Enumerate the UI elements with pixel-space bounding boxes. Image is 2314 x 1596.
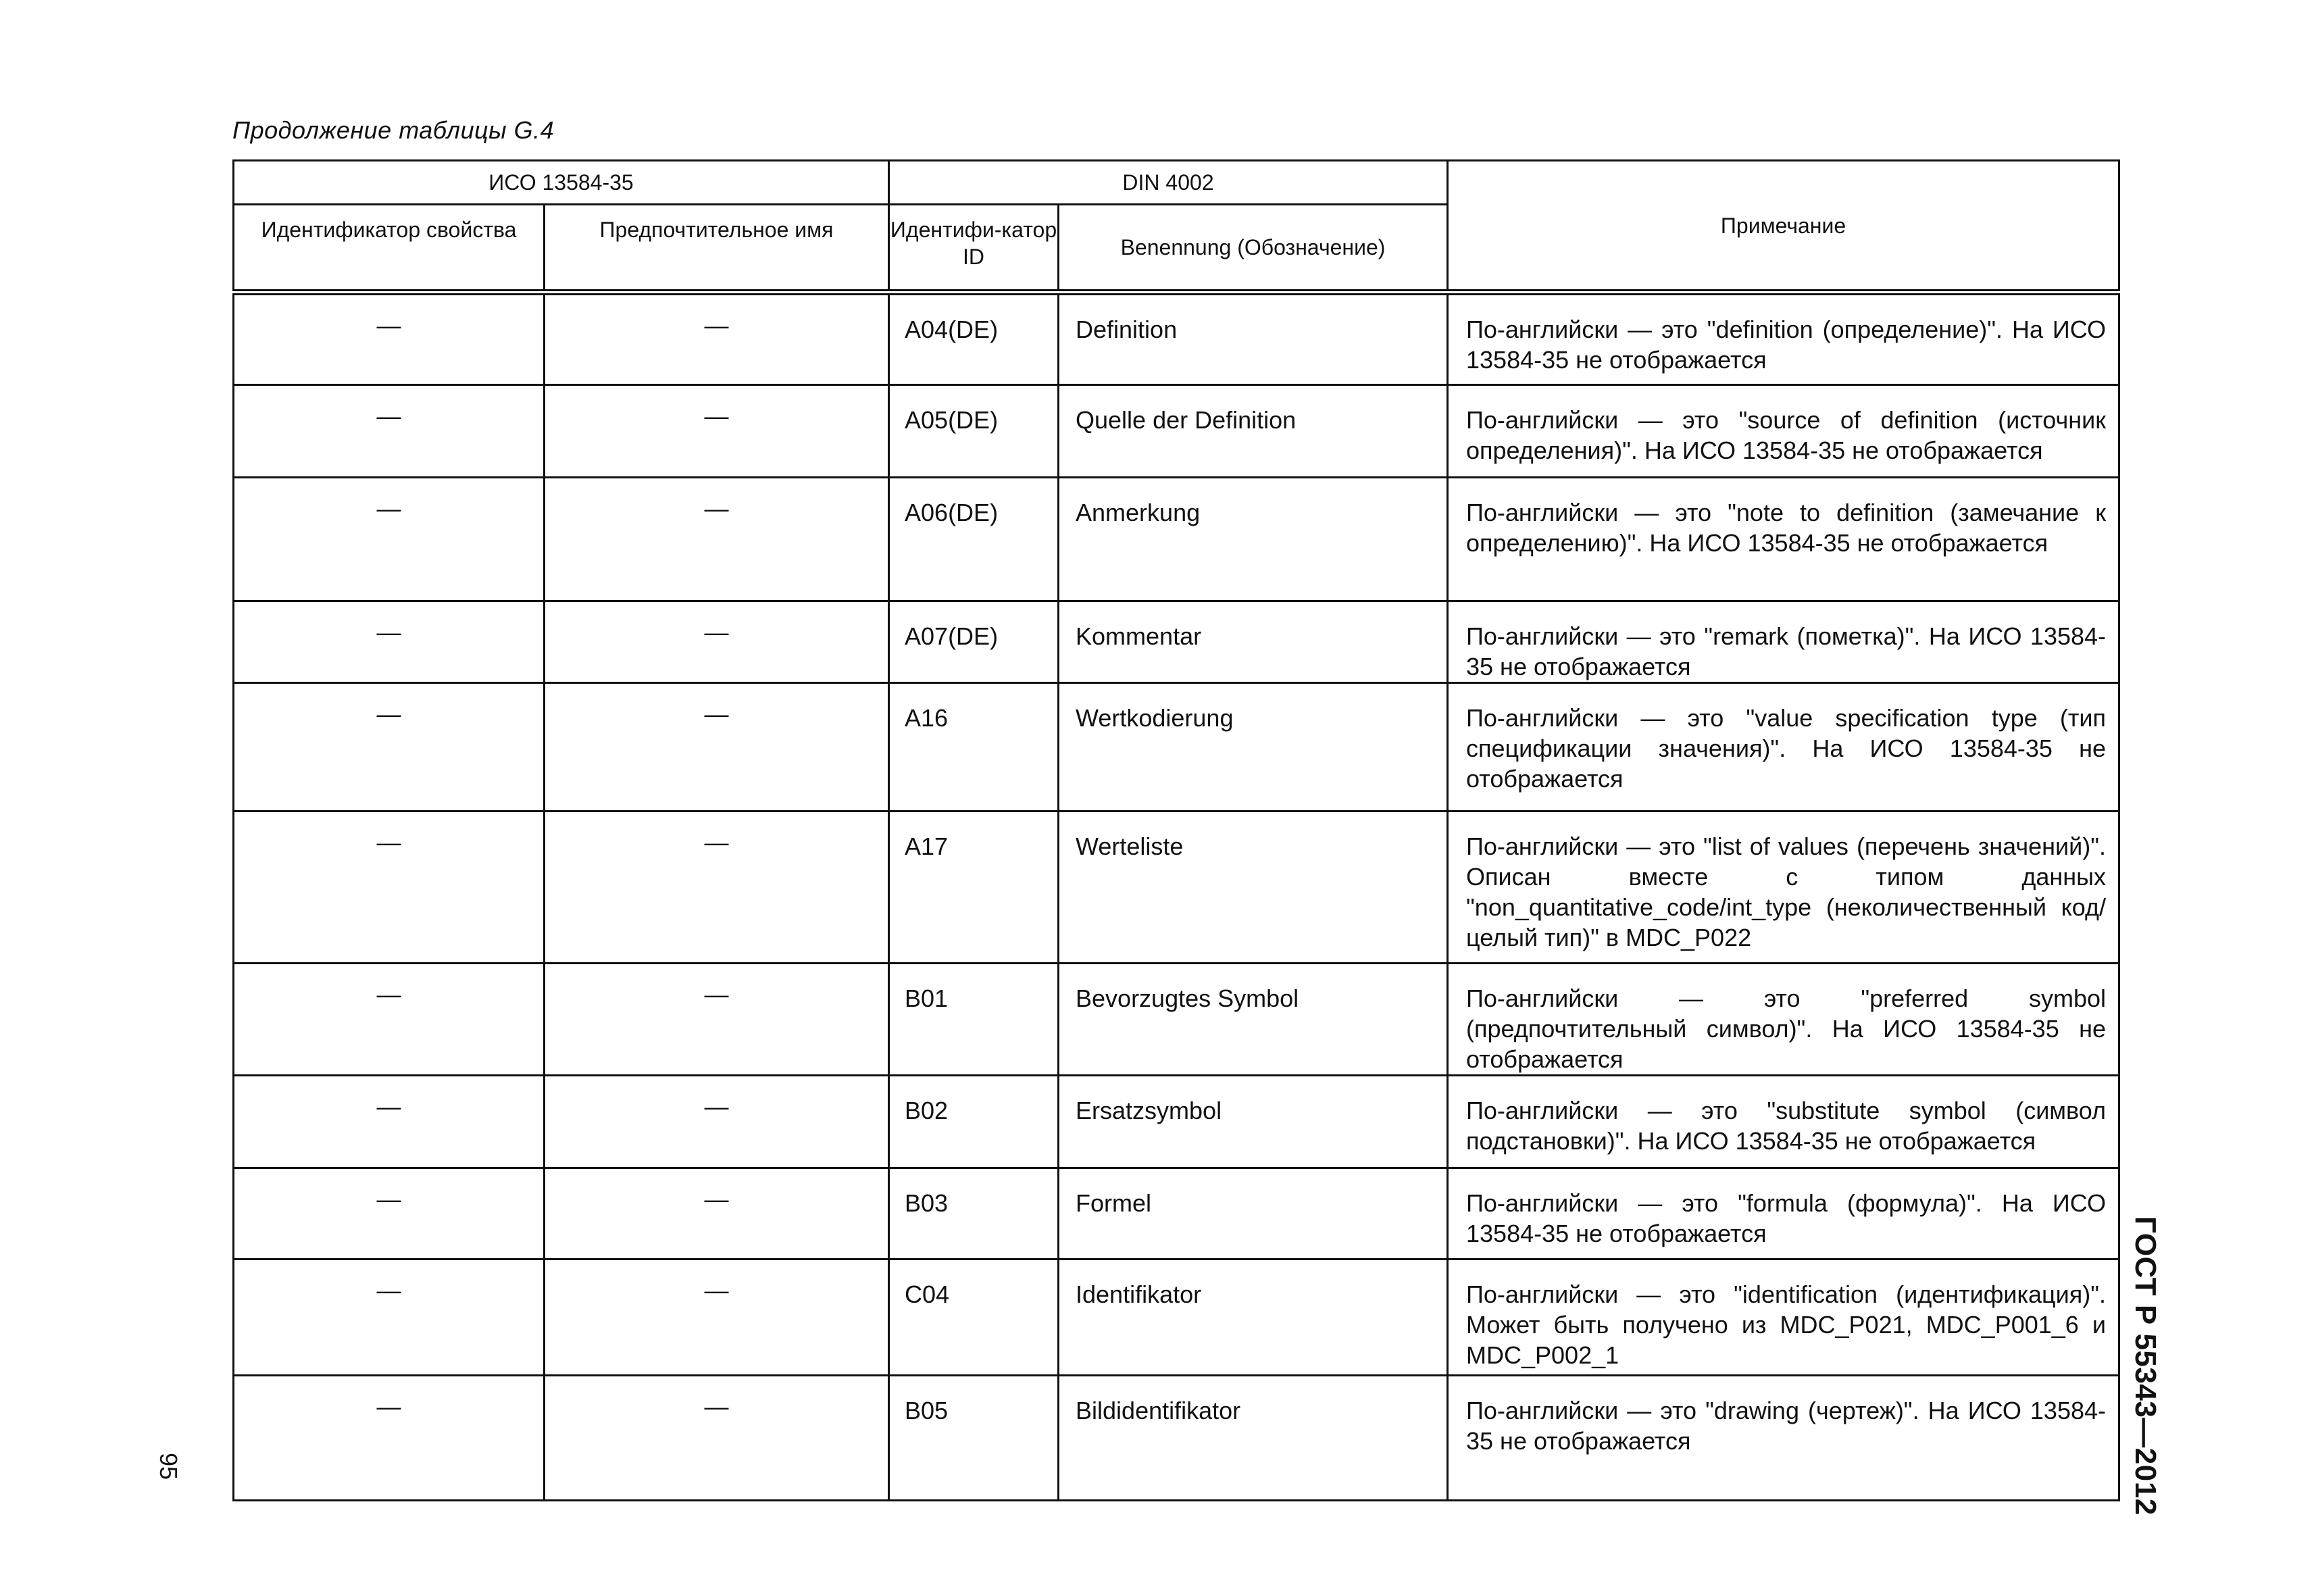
cell-din-id: B01	[889, 964, 1059, 1076]
cell-din-name: Bevorzugtes Symbol	[1059, 964, 1448, 1076]
header-note: Примечание	[1448, 161, 2119, 293]
table-row	[234, 812, 2119, 964]
cell-iso-name: —	[545, 1168, 889, 1260]
cell-iso-id: —	[234, 683, 545, 812]
cell-note: По-английски — это "source of definition (источник определения)". На ИСО 13584-35 не отображается	[1448, 385, 2119, 478]
header-iso-pref-name: Предпочтительное имя	[545, 205, 889, 293]
cell-iso-id: —	[234, 1376, 545, 1501]
table-row	[234, 293, 2119, 385]
cell-iso-name: —	[545, 293, 889, 385]
cell-din-name: Wertkodierung	[1059, 683, 1448, 812]
standard-designation	[2129, 1216, 2203, 1516]
cell-note: По-английски — это "drawing (чертеж)". На ИСО 13584-35 не отображается	[1448, 1376, 2119, 1501]
cell-iso-name: —	[545, 478, 889, 601]
header-din-group: DIN 4002	[889, 161, 1448, 205]
cell-din-name: Werteliste	[1059, 812, 1448, 964]
page-number-text: 95	[155, 1453, 182, 1480]
cell-iso-name: —	[545, 683, 889, 812]
table-row	[234, 1376, 2119, 1501]
cell-din-name: Bildidentifikator	[1059, 1376, 1448, 1501]
cell-note: По-английски — это "identification (идентификация)". Может быть получено из MDC_P021, MDC_P001_6 и MDC_P002_1	[1448, 1260, 2119, 1376]
page-number	[155, 1453, 223, 1507]
cell-iso-id: —	[234, 1168, 545, 1260]
cell-iso-name: —	[545, 812, 889, 964]
cell-iso-name: —	[545, 385, 889, 478]
cell-din-name: Quelle der Definition	[1059, 385, 1448, 478]
cell-din-name: Kommentar	[1059, 601, 1448, 683]
cell-din-name: Identifikator	[1059, 1260, 1448, 1376]
cell-din-id: B03	[889, 1168, 1059, 1260]
table-row	[234, 683, 2119, 812]
table-row	[234, 1260, 2119, 1376]
table-row	[234, 478, 2119, 601]
cell-iso-id: —	[234, 1076, 545, 1168]
cell-iso-id: —	[234, 293, 545, 385]
cell-din-name: Ersatzsymbol	[1059, 1076, 1448, 1168]
cell-note: По-английски — это "remark (пометка)". На ИСО 13584-35 не отображается	[1448, 601, 2119, 683]
table-row	[234, 385, 2119, 478]
cell-iso-id: —	[234, 601, 545, 683]
cell-note: По-английски — это "value specification type (тип спецификации значения)". На ИСО 13584-35 не отображается	[1448, 683, 2119, 812]
cell-iso-name: —	[545, 1260, 889, 1376]
cell-din-id: B02	[889, 1076, 1059, 1168]
cell-iso-id: —	[234, 478, 545, 601]
table-caption: Продолжение таблицы G.4	[232, 116, 555, 144]
cell-din-name: Anmerkung	[1059, 478, 1448, 601]
cell-din-id: B05	[889, 1376, 1059, 1501]
cell-note: По-английски — это "list of values (перечень значений)". Описан вместе с типом данных "non_quantitative_code/int_type (неколичественный код/целый тип)" в MDC_P022	[1448, 812, 2119, 964]
table-row	[234, 1168, 2119, 1260]
cell-din-id: A04(DE)	[889, 293, 1059, 385]
cell-note: По-английски — это "definition (определение)". На ИСО 13584-35 не отображается	[1448, 293, 2119, 385]
cell-iso-name: —	[545, 1376, 889, 1501]
data-table	[232, 159, 2120, 1501]
header-row-1	[234, 161, 2119, 205]
table-row	[234, 601, 2119, 683]
header-iso-prop-id: Идентификатор свойства	[234, 205, 545, 293]
cell-note: По-английски — это "formula (формула)". На ИСО 13584-35 не отображается	[1448, 1168, 2119, 1260]
header-din-id: Идентифи-катор ID	[889, 205, 1059, 293]
header-iso-group: ИСО 13584-35	[234, 161, 889, 205]
cell-din-id: A07(DE)	[889, 601, 1059, 683]
cell-din-id: A06(DE)	[889, 478, 1059, 601]
table-row	[234, 1076, 2119, 1168]
cell-din-id: A16	[889, 683, 1059, 812]
cell-iso-id: —	[234, 812, 545, 964]
cell-iso-name: —	[545, 1076, 889, 1168]
cell-iso-id: —	[234, 964, 545, 1076]
cell-note: По-английски — это "substitute symbol (символ подстановки)". На ИСО 13584-35 не отображается	[1448, 1076, 2119, 1168]
cell-din-name: Definition	[1059, 293, 1448, 385]
table-row	[234, 964, 2119, 1076]
cell-din-id: A17	[889, 812, 1059, 964]
cell-iso-id: —	[234, 385, 545, 478]
cell-din-id: A05(DE)	[889, 385, 1059, 478]
cell-iso-id: —	[234, 1260, 545, 1376]
cell-note: По-английски — это "note to definition (замечание к определению)". На ИСО 13584-35 не отображается	[1448, 478, 2119, 601]
standard-designation-text: ГОСТ Р 55343—2012	[2129, 1216, 2162, 1516]
cell-din-id: C04	[889, 1260, 1059, 1376]
header-din-name: Benennung (Обозначение)	[1059, 205, 1448, 293]
cell-din-name: Formel	[1059, 1168, 1448, 1260]
cell-iso-name: —	[545, 601, 889, 683]
cell-iso-name: —	[545, 964, 889, 1076]
cell-note: По-английски — это "preferred symbol (предпочтительный символ)". На ИСО 13584-35 не отображается	[1448, 964, 2119, 1076]
